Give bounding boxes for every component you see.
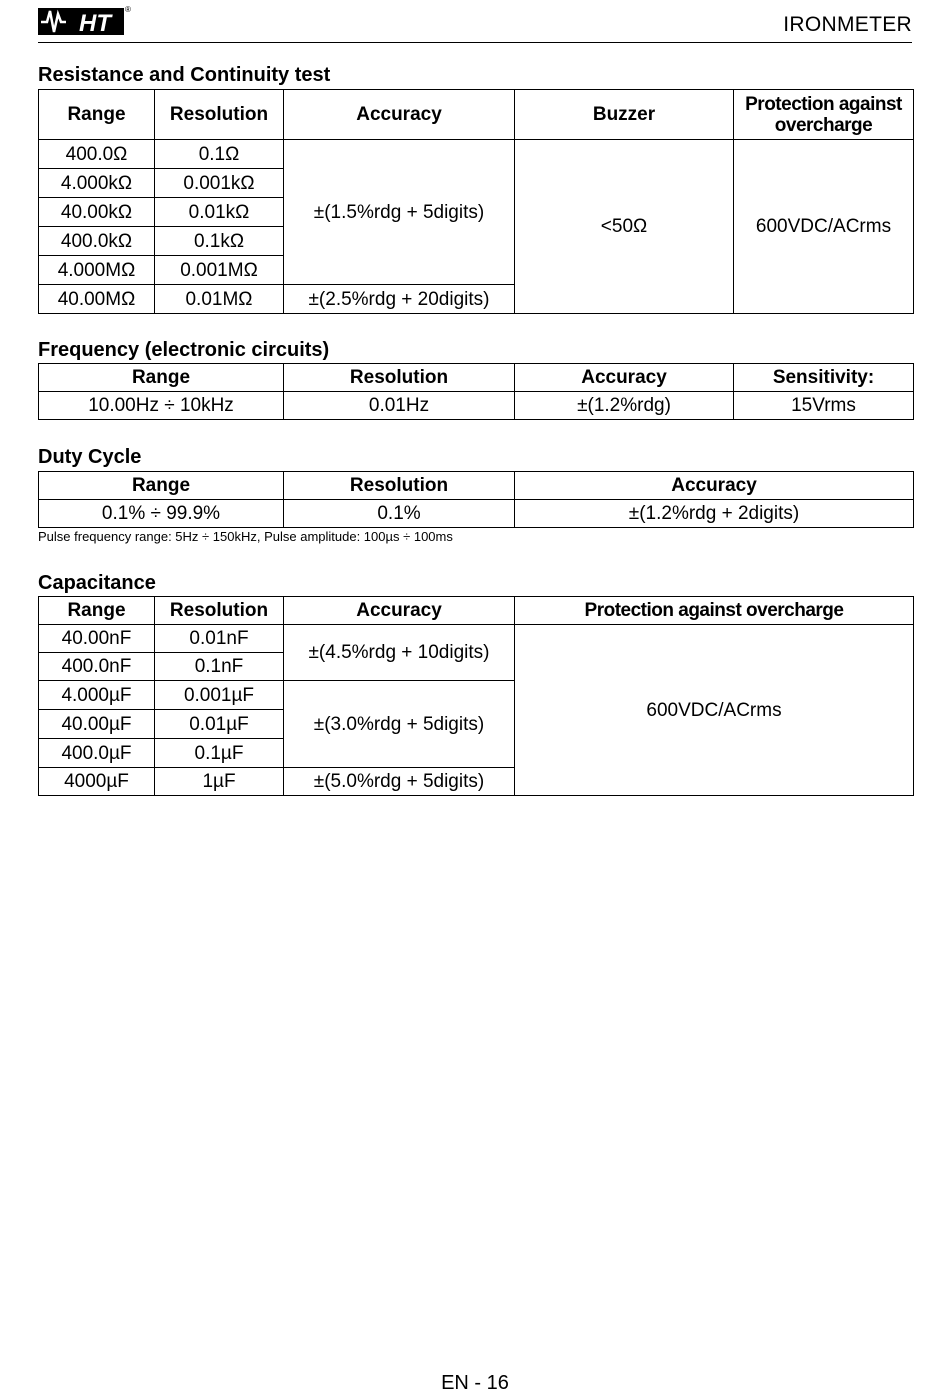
range-cell: 4.000kΩ (39, 169, 155, 198)
protection-cell: 600VDC/ACrms (515, 625, 914, 796)
resolution-cell: 1µF (155, 768, 284, 796)
header-accuracy: Accuracy (284, 597, 515, 625)
accuracy-cell: ±(5.0%rdg + 5digits) (284, 768, 515, 796)
accuracy-cell: ±(1.2%rdg + 2digits) (515, 500, 914, 528)
header-resolution: Resolution (284, 364, 515, 392)
frequency-table (38, 363, 914, 420)
header-accuracy: Accuracy (515, 364, 734, 392)
range-cell: 40.00nF (39, 625, 155, 653)
resolution-cell: 0.01µF (155, 710, 284, 739)
header-accuracy: Accuracy (284, 90, 515, 140)
range-cell: 4.000µF (39, 681, 155, 710)
range-cell: 400.0µF (39, 739, 155, 768)
range-cell: 40.00MΩ (39, 285, 155, 314)
table-header-row (39, 472, 914, 500)
accuracy-cell: ±(3.0%rdg + 5digits) (284, 681, 515, 768)
table-header-row (39, 597, 914, 625)
range-cell: 40.00kΩ (39, 198, 155, 227)
range-cell: 10.00Hz ÷ 10kHz (39, 392, 284, 420)
resistance-section-title: Resistance and Continuity test (38, 64, 331, 86)
table-row (39, 140, 914, 169)
capacitance-table (38, 596, 914, 796)
header-range: Range (39, 364, 284, 392)
protection-cell: 600VDC/ACrms (734, 140, 914, 314)
header-range: Range (39, 472, 284, 500)
resolution-cell: 0.01Hz (284, 392, 515, 420)
duty-cycle-table (38, 471, 914, 528)
range-cell: 0.1% ÷ 99.9% (39, 500, 284, 528)
doc-title: IRONMETER (783, 13, 912, 36)
resolution-cell: 0.001kΩ (155, 169, 284, 198)
header-range: Range (39, 597, 155, 625)
header-protection: Protection against overcharge (734, 90, 914, 140)
resolution-cell: 0.01nF (155, 625, 284, 653)
range-cell: 40.00µF (39, 710, 155, 739)
header-protection: Protection against overcharge (515, 597, 914, 625)
header-resolution: Resolution (155, 90, 284, 140)
logo-text: HT (79, 10, 111, 36)
duty-cycle-section-title: Duty Cycle (38, 446, 142, 468)
table-row (39, 500, 914, 528)
frequency-section-title: Frequency (electronic circuits) (38, 339, 330, 361)
ht-logo (38, 2, 133, 36)
page-header (38, 0, 912, 43)
logo-registered: ® (125, 5, 131, 14)
resistance-table (38, 89, 914, 314)
resolution-cell: 0.1kΩ (155, 227, 284, 256)
range-cell: 400.0Ω (39, 140, 155, 169)
resolution-cell: 0.1Ω (155, 140, 284, 169)
accuracy-cell: ±(2.5%rdg + 20digits) (284, 285, 515, 314)
resolution-cell: 0.01kΩ (155, 198, 284, 227)
resolution-cell: 0.1µF (155, 739, 284, 768)
table-header-row (39, 364, 914, 392)
accuracy-cell: ±(1.2%rdg) (515, 392, 734, 420)
range-cell: 4000µF (39, 768, 155, 796)
resolution-cell: 0.1nF (155, 653, 284, 681)
resolution-cell: 0.001MΩ (155, 256, 284, 285)
range-cell: 400.0nF (39, 653, 155, 681)
accuracy-cell: ±(4.5%rdg + 10digits) (284, 625, 515, 681)
page-number: EN - 16 (441, 1372, 509, 1394)
table-header-row (39, 90, 914, 140)
header-resolution: Resolution (155, 597, 284, 625)
header-buzzer: Buzzer (515, 90, 734, 140)
range-cell: 4.000MΩ (39, 256, 155, 285)
sensitivity-cell: 15Vrms (734, 392, 914, 420)
header-range: Range (39, 90, 155, 140)
table-row (39, 625, 914, 653)
accuracy-cell: ±(1.5%rdg + 5digits) (284, 140, 515, 285)
resolution-cell: 0.1% (284, 500, 515, 528)
header-accuracy: Accuracy (515, 472, 914, 500)
header-resolution: Resolution (284, 472, 515, 500)
header-sensitivity: Sensitivity: (734, 364, 914, 392)
resolution-cell: 0.01MΩ (155, 285, 284, 314)
table-row (39, 392, 914, 420)
resolution-cell: 0.001µF (155, 681, 284, 710)
range-cell: 400.0kΩ (39, 227, 155, 256)
duty-cycle-note: Pulse frequency range: 5Hz ÷ 150kHz, Pulse amplitude: 100µs ÷ 100ms (38, 529, 453, 544)
buzzer-cell: <50Ω (515, 140, 734, 314)
capacitance-section-title: Capacitance (38, 572, 156, 594)
